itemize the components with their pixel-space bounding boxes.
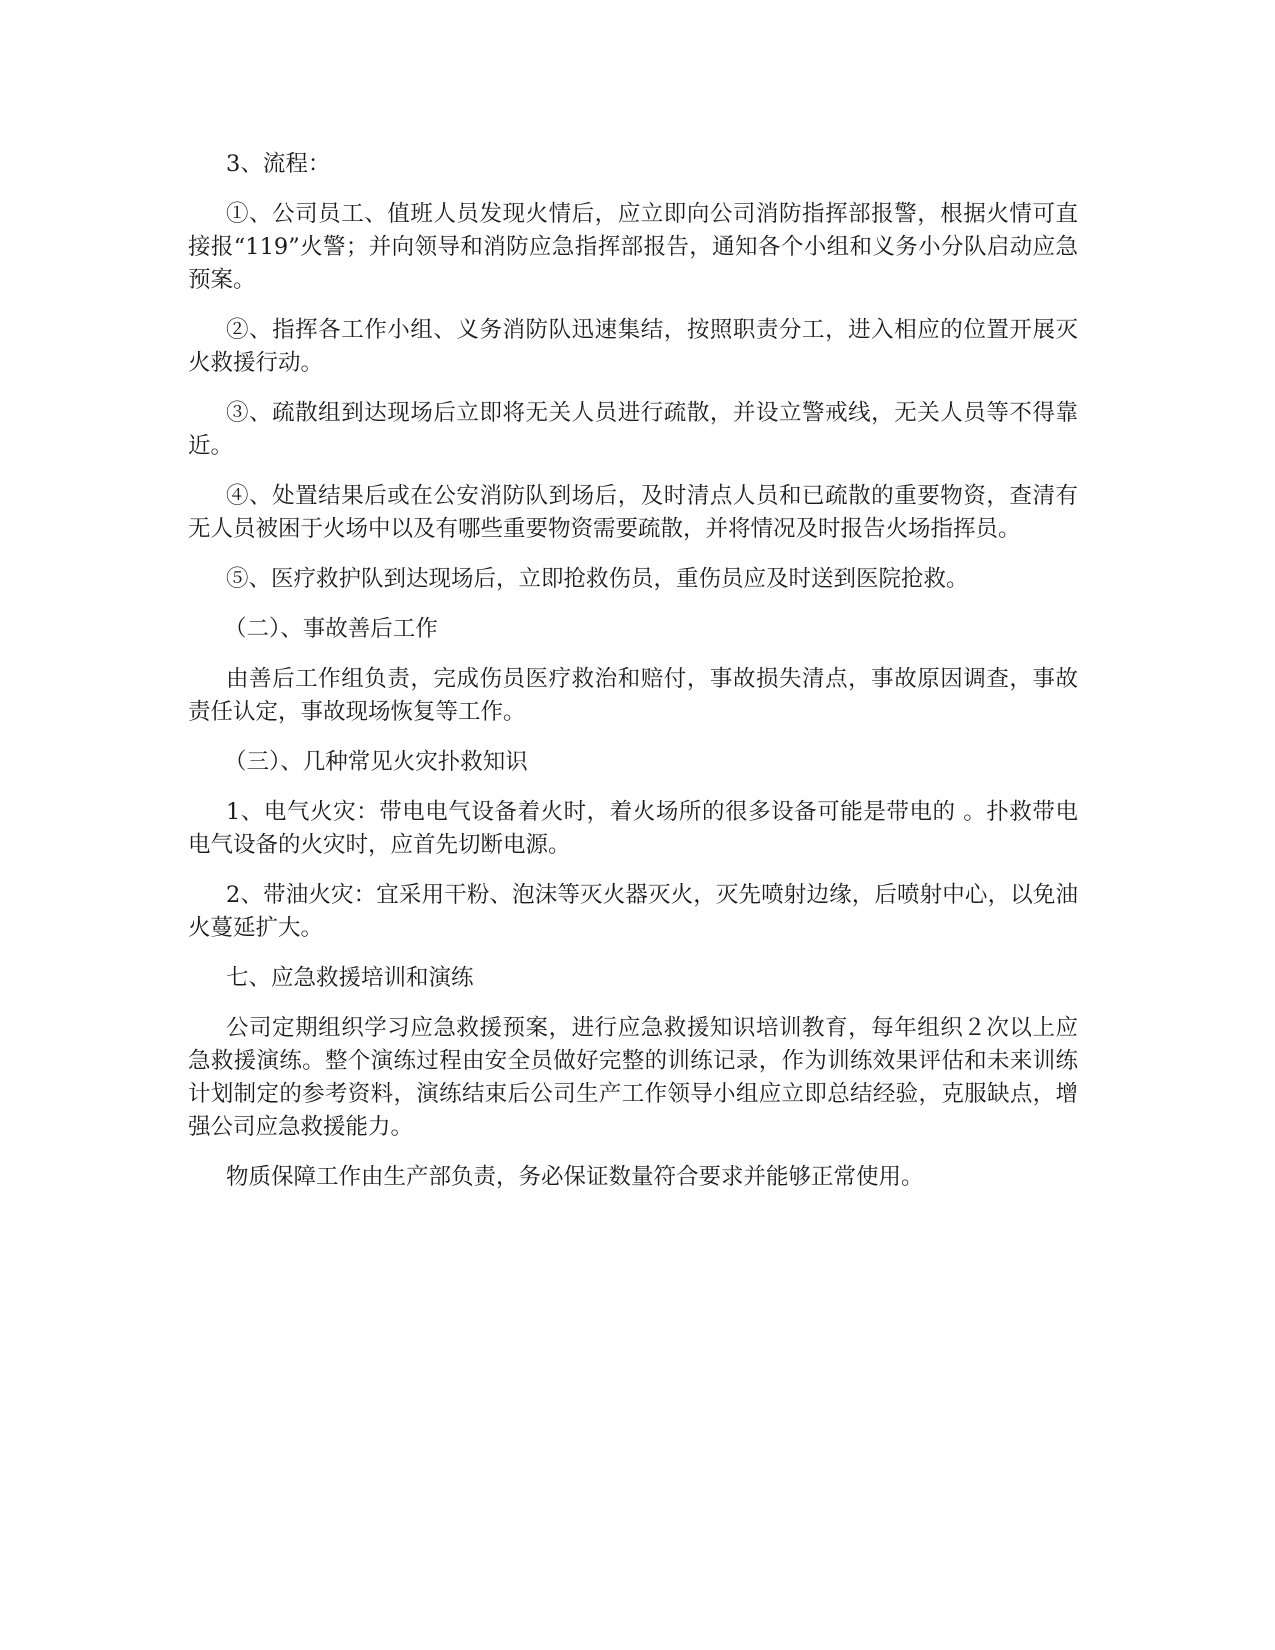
section-heading-training: 七、应急救援培训和演练	[226, 965, 474, 991]
paragraph-step-3: ③、疏散组到达现场后立即将无关人员进行疏散，并设立警戒线，无关人员等不得靠近。	[188, 400, 1078, 459]
section-heading-aftermath: （二）、事故善后工作	[224, 616, 438, 642]
paragraph-electrical-fire: 1、电气火灾：带电电气设备着火时，着火场所的很多设备可能是带电的 。扑救带电电气设备的火灾时，应首先切断电源。	[188, 799, 1078, 858]
paragraph-step-5: ⑤、医疗救护队到达现场后，立即抢救伤员，重伤员应及时送到医院抢救。	[226, 566, 969, 592]
section-heading-fire-knowledge: （三）、几种常见火灾扑救知识	[224, 749, 528, 775]
paragraph-step-2: ②、指挥各工作小组、义务消防队迅速集结，按照职责分工，进入相应的位置开展灭火救援行动。	[188, 317, 1078, 376]
paragraph-step-4: ④、处置结果后或在公安消防队到场后，及时清点人员和已疏散的重要物资，查清有无人员被困于火场中以及有哪些重要物资需要疏散，并将情况及时报告火场指挥员。	[188, 483, 1078, 542]
paragraph-training: 公司定期组织学习应急救援预案，进行应急救援知识培训教育，每年组织２次以上应急救援演练。整个演练过程由安全员做好完整的训练记录，作为训练效果评估和未来训练计划制定的参考资料，演练结束后公司生产工作领导小组应立即总结经验，克服缺点，增强公司应急救援能力。	[188, 1015, 1078, 1140]
section-heading-process: 3、流程：	[226, 151, 331, 177]
document-body	[188, 148, 1078, 1194]
paragraph-oil-fire: 2、带油火灾：宜采用干粉、泡沫等灭火器灭火，灭先喷射边缘，后喷射中心，以免油火蔓延扩大。	[188, 882, 1078, 941]
paragraph-aftermath: 由善后工作组负责，完成伤员医疗救治和赔付，事故损失清点，事故原因调查，事故责任认定，事故现场恢复等工作。	[188, 666, 1078, 725]
paragraph-material-support: 物质保障工作由生产部负责，务必保证数量符合要求并能够正常使用。	[226, 1164, 924, 1190]
paragraph-step-1: ①、公司员工、值班人员发现火情后，应立即向公司消防指挥部报警，根据火情可直接报“119”火警；并向领导和消防应急指挥部报告，通知各个小组和义务小分队启动应急预案。	[188, 201, 1078, 293]
